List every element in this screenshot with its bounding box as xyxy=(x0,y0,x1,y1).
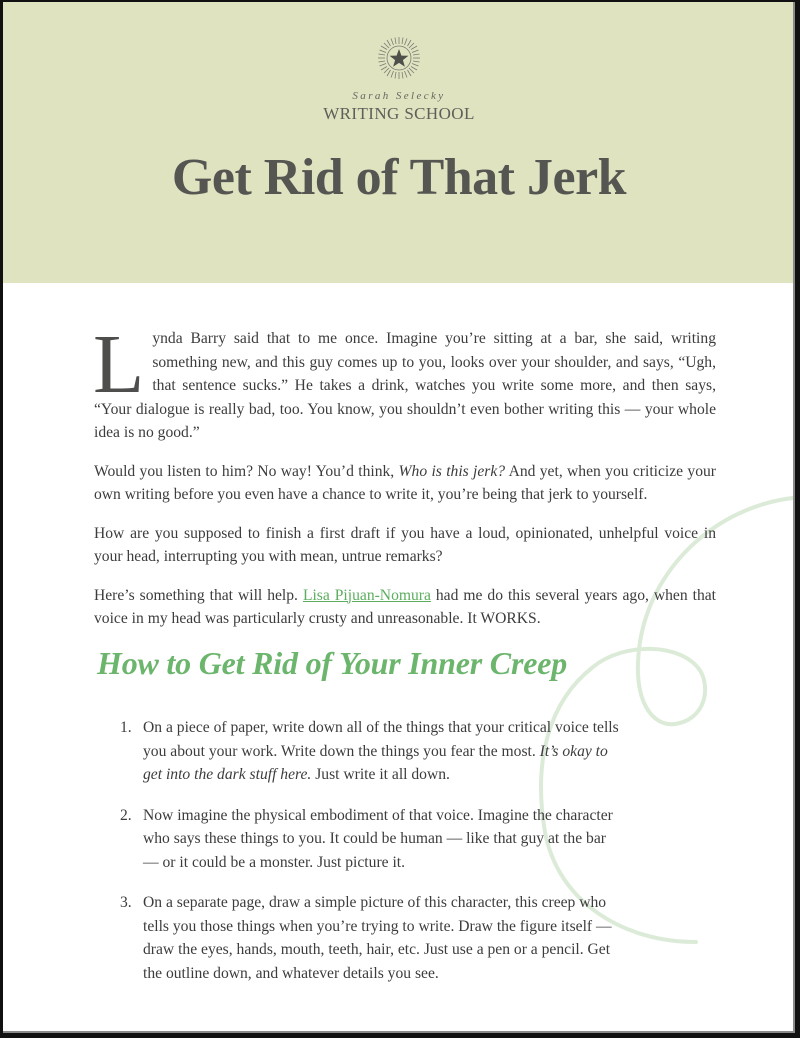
page-edge-shadow xyxy=(3,1031,795,1033)
page-edge-shadow xyxy=(793,2,795,1033)
lisa-pijuan-nomura-link[interactable]: Lisa Pijuan-Nomura xyxy=(302,586,431,604)
list-item xyxy=(120,716,620,787)
section-heading: How to Get Rid of Your Inner Creep xyxy=(97,645,567,681)
brand-script: Sarah Selecky xyxy=(352,90,446,102)
intro-paragraph-2 xyxy=(94,460,716,507)
list-item xyxy=(120,804,620,875)
star-sunburst-icon xyxy=(377,36,421,80)
header-banner xyxy=(3,2,795,283)
step-number: 1. xyxy=(120,719,132,736)
intro-paragraph-1 xyxy=(93,318,716,445)
step-text xyxy=(143,716,620,787)
intro-paragraph-4 xyxy=(94,584,716,631)
paragraph-text: had me do this several years ago, when that voice in my head was particularly crusty and unreasonable. It WORKS. xyxy=(94,586,716,627)
paragraph-text: And yet, when you criticize your own writing before you even have a chance to write it, you’re being that jerk to yourself. xyxy=(94,462,716,503)
page-title: Get Rid of That Jerk xyxy=(171,149,627,206)
list-item xyxy=(120,891,620,985)
step-number: 2. xyxy=(120,806,132,824)
steps-list xyxy=(120,716,620,1002)
brand-name: WRITING SCHOOL xyxy=(323,104,475,123)
step-text: Now imagine the physical embodiment of that voice. Imagine the character who says these things to you. It could be human — like that guy at the bar — or it could be a monster. Just picture it. xyxy=(143,806,613,871)
emphasis-text: Who is this jerk? xyxy=(398,462,506,480)
paragraph-text: Would you listen to him? No way! You’d think, xyxy=(94,462,399,480)
intro-paragraph-3: How are you supposed to finish a first draft if you have a loud, opinionated, unhelpful voice in your head, interrupting you with mean, untrue remarks? xyxy=(94,524,716,565)
step-text: On a separate page, draw a simple picture of this character, this creep who tells you those things when you’re trying to write. Draw the figure itself — draw the eyes, hands, mouth, teeth, hair, etc. Just use a pen or a pencil. Get the outline down, and whatever details you see. xyxy=(143,894,612,982)
intro-section xyxy=(93,318,716,646)
drop-cap: L xyxy=(93,318,145,411)
emphasis-text: It’s okay to get into the dark stuff here. xyxy=(143,742,608,783)
paragraph-text: Here’s something that will help. xyxy=(94,586,303,604)
paragraph-text: Just write it all down. xyxy=(311,766,450,783)
paragraph-text: ynda Barry said that to me once. Imagine you’re sitting at a bar, she said, writing something new, and this guy comes up to you, looks over your shoulder, and says, “Ugh, that sentence sucks.” He takes a drink, watches you write some more, and then says, “Your dialogue is really bad, too. You know, you shouldn’t even bother writing this — your whole idea is no good.” xyxy=(94,330,716,441)
step-number: 3. xyxy=(120,894,132,911)
paragraph-text: On a piece of paper, write down all of the things that your critical voice tells you about your work. Write down the things you fear the most. xyxy=(143,719,619,760)
